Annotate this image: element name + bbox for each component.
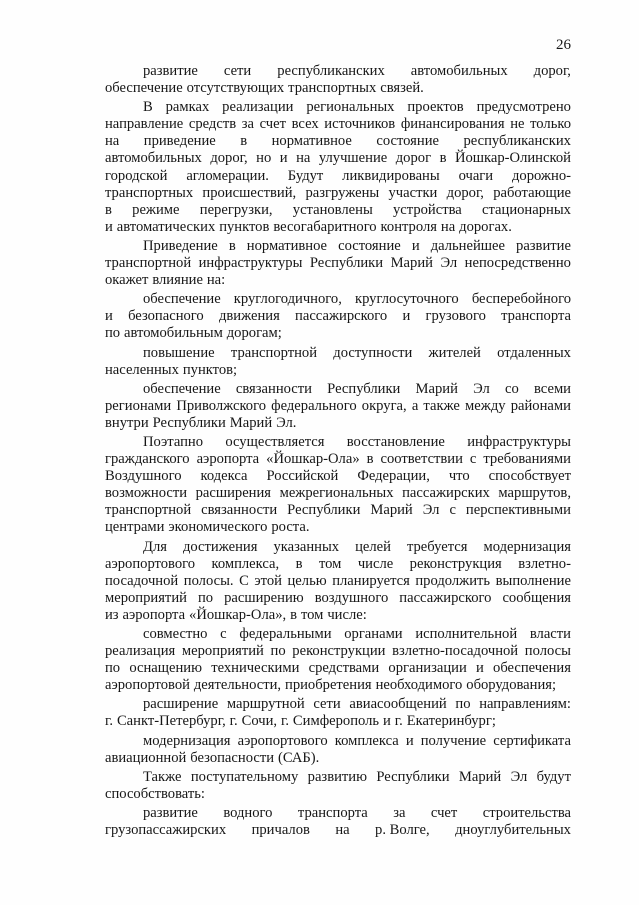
word: центрами: [105, 519, 165, 536]
word: требованиями: [483, 451, 571, 468]
word: «Йошкар-Ола»: [266, 451, 360, 468]
text-line: [105, 202, 571, 219]
word: и: [105, 218, 113, 235]
word: рамках: [165, 99, 210, 116]
word: отсутствующих: [186, 80, 285, 97]
word: весогабаритного: [273, 218, 377, 235]
word: Сочи,: [241, 713, 278, 730]
text-line: [105, 185, 571, 202]
word: финансирования: [400, 116, 505, 133]
word: установлены: [292, 201, 373, 218]
word: на: [440, 218, 456, 235]
text-line: [105, 150, 571, 167]
page-number: 26: [556, 37, 571, 53]
word: средств: [188, 116, 237, 133]
text-line: [105, 539, 571, 556]
word: между: [465, 397, 506, 414]
word: организации: [388, 660, 467, 677]
word: безопасности: [190, 749, 275, 766]
word: по: [105, 660, 121, 677]
word: приведение: [143, 133, 216, 150]
word: числе:: [327, 606, 367, 623]
text-line: [105, 272, 571, 289]
word: бесперебойного: [471, 291, 571, 308]
word: дорог,: [210, 150, 248, 167]
word: гражданского: [105, 451, 190, 468]
text-line: [105, 733, 571, 750]
word: обеспечение: [143, 380, 221, 397]
word: состояние: [338, 237, 401, 254]
word: воздушного: [314, 589, 389, 606]
word: транспортной: [230, 344, 318, 361]
word: устройства: [393, 201, 462, 218]
word: Эл: [510, 768, 528, 785]
word: взлетно-посадочной: [392, 643, 519, 660]
word: Республики: [287, 502, 361, 519]
word: городской: [105, 167, 168, 184]
word: доступности: [333, 344, 413, 361]
word: получение: [420, 732, 487, 749]
word: способствовать:: [105, 785, 205, 802]
text-line: [105, 607, 571, 624]
word: аэропортовой: [105, 677, 190, 694]
word: Йошкар-Олинской: [454, 150, 571, 167]
word: модернизация: [143, 732, 231, 749]
word: осуществляется: [225, 433, 325, 450]
word: республиканских: [463, 133, 571, 150]
word: Российской: [266, 468, 339, 485]
text-line: [105, 786, 571, 803]
word: жителей: [428, 344, 481, 361]
word: улучшение: [318, 150, 388, 167]
word: транспорта: [297, 804, 368, 821]
word: с: [449, 502, 456, 519]
word: дноуглубительных: [455, 822, 571, 839]
word: поступательному: [190, 768, 299, 785]
word: расширению: [224, 589, 304, 606]
word: участки: [388, 184, 438, 201]
word: в: [366, 451, 374, 468]
word: федеральными: [239, 626, 332, 642]
word: аэропортового: [237, 732, 328, 749]
word: том: [300, 606, 324, 623]
word: Воздушного: [105, 468, 182, 485]
word: стационарных: [482, 201, 571, 218]
word: перспективными: [465, 502, 571, 519]
text-line: [105, 168, 571, 185]
word: инфраструктуры: [467, 433, 571, 450]
word: по: [270, 643, 286, 660]
word: реконструкции: [292, 643, 386, 660]
word: автомобильных: [105, 150, 202, 167]
word: достижения: [182, 538, 258, 555]
word: по: [197, 589, 214, 606]
word: способствует: [488, 468, 571, 485]
word: Эл: [440, 255, 458, 272]
word: реализации: [222, 99, 294, 116]
word: пассажирского: [295, 308, 388, 325]
word: необходимого: [375, 677, 463, 694]
word: транспортных: [288, 80, 377, 97]
word: в: [439, 150, 447, 167]
word: Эл: [422, 502, 440, 519]
word: предусмотрено: [476, 99, 571, 116]
word: Для: [143, 538, 167, 555]
word: расширение: [143, 696, 219, 713]
word: что: [448, 468, 470, 485]
word: а: [411, 397, 419, 414]
word: маршрутной: [226, 696, 305, 713]
word: нормативное: [271, 133, 352, 150]
word: пассажирских: [402, 485, 490, 502]
word: направлениям:: [479, 696, 571, 713]
word: округа,: [361, 397, 407, 414]
word: в: [240, 133, 248, 150]
text-line: [105, 80, 571, 97]
word: в: [105, 201, 112, 218]
word: внутри: [105, 414, 149, 431]
word: за: [241, 116, 254, 133]
word: Федерации,: [357, 468, 430, 485]
word: исполнительной: [415, 626, 518, 642]
word: выполнение: [495, 572, 571, 589]
word: связей.: [380, 80, 424, 97]
word: только: [530, 116, 571, 133]
word: направление: [105, 116, 184, 133]
text-line: [105, 519, 571, 536]
word: разгружены: [305, 184, 380, 201]
text-line: [105, 485, 571, 502]
word: счет: [259, 116, 286, 133]
text-line: [105, 822, 571, 839]
word: Республики: [152, 414, 226, 431]
word: развитию: [307, 768, 367, 785]
word: с: [469, 451, 477, 468]
word: оборудования;: [466, 677, 557, 694]
word: транспорта: [501, 308, 571, 325]
word: связанности: [201, 502, 278, 519]
word: перегрузки,: [199, 201, 273, 218]
word: дорожно-: [511, 167, 571, 184]
word: регионами: [105, 397, 172, 414]
word: пунктов: [219, 218, 270, 235]
word: на: [296, 150, 311, 167]
document-body: [105, 63, 571, 839]
word: Также: [143, 768, 182, 785]
word: дорогах.: [459, 218, 512, 235]
word: том: [318, 555, 342, 572]
word: окажет: [105, 272, 149, 289]
word: обеспечение: [105, 80, 183, 97]
word: грузового: [425, 308, 486, 325]
word: полосы.: [183, 572, 234, 589]
word: Екатеринбург;: [406, 713, 496, 730]
word: Республики: [309, 255, 384, 272]
word: обеспечение: [143, 291, 221, 308]
word: контроля: [380, 218, 437, 235]
word: целью: [287, 572, 327, 589]
word: региональных: [306, 99, 395, 116]
word: оснащению: [129, 660, 202, 677]
word: аэропортового: [105, 555, 196, 572]
word: и: [411, 237, 420, 254]
word: комплекса,: [211, 555, 280, 572]
word: сообщения: [502, 589, 571, 606]
word: авиационной: [105, 749, 187, 766]
word: совместно: [143, 626, 208, 642]
word: транспортной: [105, 255, 192, 272]
word: Санкт-Петербург,: [116, 713, 226, 730]
word: также: [423, 397, 460, 414]
text-line: [105, 133, 571, 150]
word: Поэтапно: [143, 433, 204, 450]
text-line: [105, 99, 571, 116]
word: непосредственно: [464, 255, 571, 272]
word: указанных: [273, 538, 340, 555]
word: возможности: [105, 485, 188, 502]
word: кодекса: [200, 468, 248, 485]
word: причалов: [251, 822, 310, 839]
word: числе: [357, 555, 394, 572]
word: круглосуточного: [354, 291, 459, 308]
word: источников: [324, 116, 396, 133]
word: нормативное: [246, 237, 328, 254]
word: республиканских: [277, 63, 385, 79]
text-line: [105, 291, 571, 308]
word: полосы: [524, 643, 571, 660]
word: из: [105, 606, 119, 623]
text-line: [105, 626, 571, 643]
word: авиасообщений: [349, 696, 447, 713]
word: в: [228, 237, 236, 254]
word: г.: [105, 713, 113, 730]
text-line: [105, 116, 571, 133]
word: межрегиональных: [279, 485, 394, 502]
text-line: [105, 713, 571, 730]
word: в: [295, 555, 303, 572]
text-line: [105, 696, 571, 713]
text-line: [105, 415, 571, 432]
word: и: [475, 660, 484, 677]
word: маршрутов,: [498, 485, 571, 502]
text-line: [105, 398, 571, 415]
word: р. Волге,: [375, 822, 430, 839]
word: в: [290, 606, 298, 623]
word: влияние: [152, 272, 203, 289]
word: органами: [344, 626, 403, 642]
word: и: [383, 713, 391, 730]
text-line: [105, 308, 571, 325]
word: деятельности,: [193, 677, 282, 694]
word: приобретения: [285, 677, 372, 694]
word: Марий: [390, 255, 433, 272]
word: г.: [394, 713, 403, 730]
word: очаги: [458, 167, 494, 184]
word: дорог,: [533, 63, 571, 79]
word: «Йошкар-Ола»,: [189, 606, 287, 623]
word: будут: [536, 768, 571, 785]
word: по: [105, 325, 121, 342]
text-line: [105, 255, 571, 272]
text-line: [105, 63, 571, 80]
word: Симферополь: [292, 713, 380, 730]
text-line: [105, 643, 571, 660]
word: транспортных: [105, 184, 194, 201]
word: г.: [229, 713, 238, 730]
word: взлетно-: [518, 555, 571, 572]
word: развитие: [516, 237, 571, 254]
text-line: [105, 434, 571, 451]
word: инфраструктуры: [198, 255, 303, 272]
word: продолжить: [415, 572, 491, 589]
word: реализация: [105, 643, 176, 660]
word: по: [455, 696, 471, 713]
word: этой: [254, 572, 282, 589]
word: работающие: [493, 184, 571, 201]
word: развитие: [143, 63, 198, 79]
word: аэропорта: [122, 606, 186, 623]
word: (САБ).: [277, 749, 320, 766]
word: Марий: [458, 768, 502, 785]
word: г.: [280, 713, 289, 730]
word: Приведение: [143, 237, 218, 254]
word: транспортной: [105, 502, 192, 519]
word: Приволжского: [176, 397, 267, 414]
word: проектов: [407, 99, 464, 116]
word: пассажирского: [399, 589, 492, 606]
word: круглогодичного,: [233, 291, 342, 308]
word: с: [220, 626, 227, 642]
word: дорогам;: [226, 325, 282, 342]
text-line: [105, 769, 571, 786]
text-line: [105, 556, 571, 573]
word: автомобильным: [124, 325, 223, 342]
word: В: [143, 99, 153, 116]
word: дальнейшее: [430, 237, 505, 254]
word: Марий: [415, 380, 458, 397]
word: модернизация: [483, 538, 571, 555]
word: восстановление: [346, 433, 445, 450]
word: экономического: [168, 519, 268, 536]
word: и: [279, 150, 288, 167]
word: строительства: [482, 804, 571, 821]
word: на: [105, 133, 120, 150]
word: всех: [291, 116, 319, 133]
word: на:: [206, 272, 226, 289]
word: на: [335, 822, 350, 839]
text-line: [105, 750, 571, 767]
word: и: [105, 308, 113, 325]
word: агломерации.: [186, 167, 269, 184]
word: безопасного: [128, 308, 204, 325]
word: целей: [355, 538, 391, 555]
word: соответствии: [380, 451, 463, 468]
text-line: [105, 219, 571, 236]
word: районами: [510, 397, 571, 414]
text-line: [105, 805, 571, 822]
word: развитие: [143, 804, 198, 821]
text-line: [105, 677, 571, 694]
word: сети: [313, 696, 341, 713]
word: пунктов;: [182, 361, 238, 378]
word: комплекса: [334, 732, 399, 749]
word: отдаленных: [497, 344, 571, 361]
text-line: [105, 660, 571, 677]
word: всеми: [534, 380, 571, 397]
word: за: [393, 804, 406, 821]
word: техническими: [211, 660, 300, 677]
word: мероприятий: [105, 589, 187, 606]
word: требуется: [406, 538, 468, 555]
word: расширения: [195, 485, 272, 502]
text-line: [105, 238, 571, 255]
word: мероприятий: [181, 643, 264, 660]
word: аэропорта: [196, 451, 260, 468]
word: движения: [218, 308, 280, 325]
word: водного: [223, 804, 273, 821]
word: ликвидированы: [342, 167, 440, 184]
word: посадочной: [105, 572, 179, 589]
word: населенных: [105, 361, 179, 378]
word: власти: [529, 626, 571, 642]
text-line: [105, 325, 571, 342]
word: обеспечения: [493, 660, 571, 677]
text-line: [105, 381, 571, 398]
word: автоматических: [116, 218, 216, 235]
word: средствами: [308, 660, 380, 677]
word: С: [239, 572, 249, 589]
word: и: [402, 308, 411, 325]
word: роста.: [271, 519, 310, 536]
word: счет: [430, 804, 458, 821]
word: Будут: [287, 167, 324, 184]
word: и: [405, 732, 414, 749]
text-line: [105, 468, 571, 485]
word: Республики: [327, 380, 401, 397]
word: планируется: [332, 572, 410, 589]
text-line: [105, 573, 571, 590]
word: происшествий,: [202, 184, 297, 201]
word: сети: [223, 63, 252, 79]
text-line: [105, 451, 571, 468]
word: Марий: [370, 502, 413, 519]
word: повышение: [143, 344, 215, 361]
text-line: [105, 502, 571, 519]
word: не: [510, 116, 525, 133]
text-line: [105, 362, 571, 379]
word: состояние: [376, 133, 439, 150]
word: дорог,: [446, 184, 484, 201]
word: связанности: [235, 380, 312, 397]
word: Республики: [376, 768, 450, 785]
word: грузопассажирских: [105, 822, 227, 839]
word: Эл.: [276, 414, 297, 431]
word: Марий: [229, 414, 273, 431]
word: дорог: [395, 150, 432, 167]
word: со: [505, 380, 519, 397]
word: сертификата: [493, 732, 571, 749]
word: режиме: [132, 201, 180, 218]
word: но: [256, 150, 272, 167]
text-line: [105, 345, 571, 362]
word: федерального: [271, 397, 357, 414]
word: автомобильных: [410, 63, 508, 79]
word: Эл: [473, 380, 490, 397]
word: реконструкция: [409, 555, 502, 572]
text-line: [105, 590, 571, 607]
